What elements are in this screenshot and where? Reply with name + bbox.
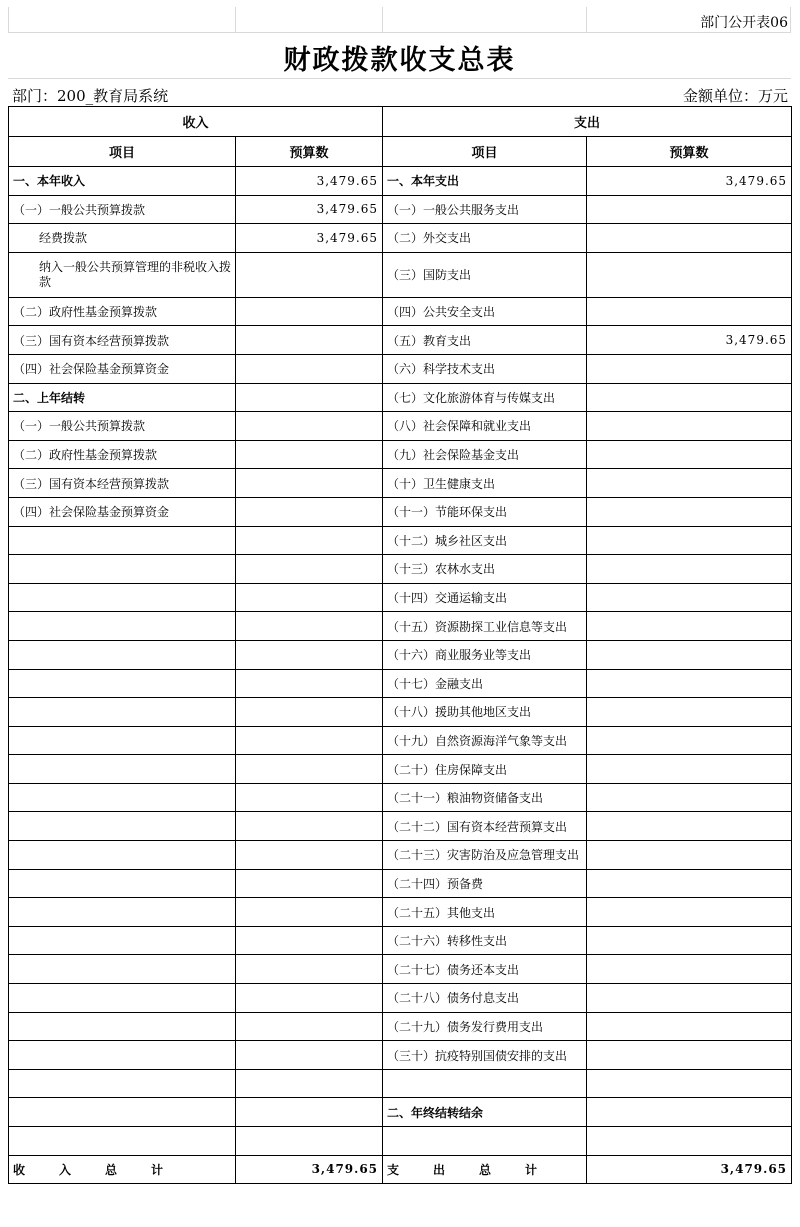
table-row bbox=[9, 354, 792, 383]
income-item-header: 项目 bbox=[9, 137, 236, 167]
expense-item-header: 项目 bbox=[383, 137, 587, 167]
expense-item-cell: （三）国防支出 bbox=[383, 252, 587, 297]
column-header-row bbox=[9, 137, 792, 167]
expense-budget-cell bbox=[587, 755, 792, 784]
expense-budget-cell bbox=[587, 440, 792, 469]
income-item-cell: （一）一般公共预算拨款 bbox=[9, 195, 236, 224]
income-item-cell bbox=[9, 726, 236, 755]
income-total-value: 3,479.65 bbox=[236, 1155, 383, 1184]
expense-item-cell: （二十二）国有资本经营预算支出 bbox=[383, 812, 587, 841]
income-budget-cell bbox=[236, 783, 383, 812]
expense-item-cell: （二十六）转移性支出 bbox=[383, 926, 587, 955]
expense-total-value: 3,479.65 bbox=[587, 1155, 792, 1184]
table-row bbox=[9, 440, 792, 469]
budget-summary-table bbox=[8, 106, 792, 1184]
income-budget-cell bbox=[236, 469, 383, 498]
income-budget-cell bbox=[236, 955, 383, 984]
income-item-cell: 二、上年结转 bbox=[9, 383, 236, 412]
expense-budget-cell bbox=[587, 297, 792, 326]
expense-item-cell: （十七）金融支出 bbox=[383, 669, 587, 698]
expense-item-cell: （三十）抗疫特别国债安排的支出 bbox=[383, 1041, 587, 1070]
expense-item-cell: （二十三）灾害防治及应急管理支出 bbox=[383, 841, 587, 870]
table-row bbox=[9, 841, 792, 870]
expense-item-cell: （四）公共安全支出 bbox=[383, 297, 587, 326]
table-row bbox=[9, 326, 792, 355]
income-item-cell bbox=[9, 698, 236, 727]
income-item-cell bbox=[9, 526, 236, 555]
income-item-cell: 一、本年收入 bbox=[9, 167, 236, 196]
expense-budget-cell bbox=[587, 469, 792, 498]
expense-item-cell: （二十）住房保障支出 bbox=[383, 755, 587, 784]
table-row bbox=[9, 698, 792, 727]
table-row bbox=[9, 469, 792, 498]
income-budget-cell bbox=[236, 526, 383, 555]
table-row bbox=[9, 224, 792, 253]
table-row bbox=[9, 252, 792, 297]
income-budget-cell bbox=[236, 669, 383, 698]
income-budget-cell bbox=[236, 583, 383, 612]
income-item-cell bbox=[9, 612, 236, 641]
expense-item-cell: （十三）农林水支出 bbox=[383, 555, 587, 584]
income-item-cell bbox=[9, 869, 236, 898]
table-row bbox=[9, 1098, 792, 1127]
expense-budget-cell bbox=[587, 252, 792, 297]
expense-budget-cell bbox=[587, 898, 792, 927]
expense-budget-cell bbox=[587, 869, 792, 898]
table-row bbox=[9, 1127, 792, 1156]
expense-item-cell: （七）文化旅游体育与传媒支出 bbox=[383, 383, 587, 412]
expense-item-cell: （二十一）粮油物资储备支出 bbox=[383, 783, 587, 812]
table-row bbox=[9, 783, 792, 812]
income-item-cell bbox=[9, 640, 236, 669]
income-budget-cell: 3,479.65 bbox=[236, 167, 383, 196]
title-divider bbox=[8, 78, 791, 79]
income-budget-cell bbox=[236, 354, 383, 383]
table-row bbox=[9, 640, 792, 669]
table-row bbox=[9, 955, 792, 984]
expense-budget-cell bbox=[587, 1127, 792, 1156]
income-item-cell bbox=[9, 984, 236, 1013]
table-row bbox=[9, 1069, 792, 1098]
table-row bbox=[9, 526, 792, 555]
income-budget-cell bbox=[236, 383, 383, 412]
amount-unit-label: 金额单位：万元 bbox=[682, 87, 788, 105]
expense-item-cell bbox=[383, 1069, 587, 1098]
income-item-cell bbox=[9, 926, 236, 955]
expense-budget-cell bbox=[587, 555, 792, 584]
table-row bbox=[9, 383, 792, 412]
income-item-cell: （四）社会保险基金预算资金 bbox=[9, 354, 236, 383]
table-row bbox=[9, 755, 792, 784]
income-item-cell bbox=[9, 1127, 236, 1156]
income-budget-cell bbox=[236, 1098, 383, 1127]
income-budget-cell bbox=[236, 841, 383, 870]
expense-item-cell: （十四）交通运输支出 bbox=[383, 583, 587, 612]
expense-item-cell: （十）卫生健康支出 bbox=[383, 469, 587, 498]
income-budget-cell bbox=[236, 726, 383, 755]
table-row bbox=[9, 726, 792, 755]
income-budget-header: 预算数 bbox=[236, 137, 383, 167]
income-budget-cell bbox=[236, 412, 383, 441]
income-item-cell bbox=[9, 555, 236, 584]
income-total-label: 收入总计 bbox=[9, 1155, 236, 1184]
expense-budget-cell bbox=[587, 195, 792, 224]
income-item-cell: （一）一般公共预算拨款 bbox=[9, 412, 236, 441]
expense-budget-cell bbox=[587, 812, 792, 841]
table-row bbox=[9, 926, 792, 955]
table-row bbox=[9, 555, 792, 584]
income-budget-cell bbox=[236, 812, 383, 841]
table-code: 部门公开表06 bbox=[700, 15, 788, 31]
table-row bbox=[9, 612, 792, 641]
expense-item-cell: （八）社会保障和就业支出 bbox=[383, 412, 587, 441]
table-row bbox=[9, 812, 792, 841]
income-item-cell bbox=[9, 783, 236, 812]
expense-budget-cell bbox=[587, 984, 792, 1013]
income-budget-cell bbox=[236, 252, 383, 297]
income-budget-cell bbox=[236, 869, 383, 898]
income-item-cell: 经费拨款 bbox=[9, 224, 236, 253]
income-budget-cell bbox=[236, 984, 383, 1013]
expense-budget-cell bbox=[587, 783, 792, 812]
expense-item-cell: （十一）节能环保支出 bbox=[383, 497, 587, 526]
expense-header: 支出 bbox=[383, 107, 792, 137]
expense-budget-cell bbox=[587, 669, 792, 698]
expense-budget-cell bbox=[587, 926, 792, 955]
expense-item-cell: （六）科学技术支出 bbox=[383, 354, 587, 383]
expense-item-cell: （二十九）债务发行费用支出 bbox=[383, 1012, 587, 1041]
expense-budget-cell bbox=[587, 526, 792, 555]
table-row bbox=[9, 669, 792, 698]
table-row bbox=[9, 497, 792, 526]
income-item-cell bbox=[9, 755, 236, 784]
income-budget-cell bbox=[236, 555, 383, 584]
expense-budget-cell bbox=[587, 583, 792, 612]
income-budget-cell bbox=[236, 926, 383, 955]
expense-budget-cell bbox=[587, 955, 792, 984]
income-item-cell: （三）国有资本经营预算拨款 bbox=[9, 326, 236, 355]
expense-budget-cell bbox=[587, 726, 792, 755]
expense-item-cell: （二十八）债务付息支出 bbox=[383, 984, 587, 1013]
income-budget-cell bbox=[236, 640, 383, 669]
department-label: 部门：200_教育局系统 bbox=[12, 87, 169, 105]
expense-item-cell: （五）教育支出 bbox=[383, 326, 587, 355]
table-row bbox=[9, 583, 792, 612]
income-item-cell bbox=[9, 812, 236, 841]
table-row bbox=[9, 1041, 792, 1070]
expense-budget-cell bbox=[587, 640, 792, 669]
expense-budget-cell bbox=[587, 1041, 792, 1070]
expense-budget-cell bbox=[587, 612, 792, 641]
expense-item-cell: （二十四）预备费 bbox=[383, 869, 587, 898]
expense-budget-cell: 3,479.65 bbox=[587, 326, 792, 355]
income-item-cell: （三）国有资本经营预算拨款 bbox=[9, 469, 236, 498]
expense-budget-cell: 3,479.65 bbox=[587, 167, 792, 196]
expense-item-cell: （二）外交支出 bbox=[383, 224, 587, 253]
income-item-cell bbox=[9, 841, 236, 870]
expense-item-cell: （十五）资源勘探工业信息等支出 bbox=[383, 612, 587, 641]
income-budget-cell: 3,479.65 bbox=[236, 195, 383, 224]
section-header-row bbox=[9, 107, 792, 137]
income-item-cell bbox=[9, 898, 236, 927]
table-row bbox=[9, 1012, 792, 1041]
income-item-cell bbox=[9, 583, 236, 612]
expense-budget-cell bbox=[587, 1098, 792, 1127]
expense-budget-cell bbox=[587, 383, 792, 412]
table-row bbox=[9, 412, 792, 441]
table-row bbox=[9, 297, 792, 326]
totals-row bbox=[9, 1155, 792, 1184]
income-budget-cell bbox=[236, 698, 383, 727]
sheet-top-gridlines bbox=[8, 7, 791, 32]
table-row bbox=[9, 984, 792, 1013]
income-budget-cell bbox=[236, 898, 383, 927]
expense-item-cell: 一、本年支出 bbox=[383, 167, 587, 196]
income-budget-cell: 3,479.65 bbox=[236, 224, 383, 253]
income-budget-cell bbox=[236, 440, 383, 469]
expense-item-cell: （十二）城乡社区支出 bbox=[383, 526, 587, 555]
income-item-cell: （二）政府性基金预算拨款 bbox=[9, 297, 236, 326]
expense-total-label: 支出总计 bbox=[383, 1155, 587, 1184]
expense-item-cell: （九）社会保险基金支出 bbox=[383, 440, 587, 469]
table-row bbox=[9, 898, 792, 927]
income-budget-cell bbox=[236, 612, 383, 641]
income-item-cell bbox=[9, 955, 236, 984]
expense-item-cell: （十八）援助其他地区支出 bbox=[383, 698, 587, 727]
expense-item-cell: （二十七）债务还本支出 bbox=[383, 955, 587, 984]
income-budget-cell bbox=[236, 326, 383, 355]
income-header: 收入 bbox=[9, 107, 383, 137]
expense-budget-cell bbox=[587, 497, 792, 526]
income-item-cell bbox=[9, 669, 236, 698]
income-item-cell: 纳入一般公共预算管理的非税收入拨款 bbox=[9, 252, 236, 297]
expense-budget-cell bbox=[587, 412, 792, 441]
income-item-cell: （二）政府性基金预算拨款 bbox=[9, 440, 236, 469]
income-item-cell bbox=[9, 1012, 236, 1041]
table-row bbox=[9, 195, 792, 224]
expense-budget-cell bbox=[587, 354, 792, 383]
expense-item-cell: （十六）商业服务业等支出 bbox=[383, 640, 587, 669]
income-budget-cell bbox=[236, 1069, 383, 1098]
expense-budget-cell bbox=[587, 224, 792, 253]
income-item-cell: （四）社会保险基金预算资金 bbox=[9, 497, 236, 526]
table-row bbox=[9, 869, 792, 898]
expense-budget-cell bbox=[587, 1012, 792, 1041]
table-row bbox=[9, 167, 792, 196]
page-title: 财政拨款收支总表 bbox=[283, 45, 516, 76]
expense-item-cell bbox=[383, 1127, 587, 1156]
expense-budget-header: 预算数 bbox=[587, 137, 792, 167]
expense-item-cell: （一）一般公共服务支出 bbox=[383, 195, 587, 224]
expense-budget-cell bbox=[587, 698, 792, 727]
income-budget-cell bbox=[236, 1041, 383, 1070]
income-item-cell bbox=[9, 1069, 236, 1098]
income-budget-cell bbox=[236, 497, 383, 526]
income-budget-cell bbox=[236, 755, 383, 784]
expense-budget-cell bbox=[587, 1069, 792, 1098]
expense-item-cell: （十九）自然资源海洋气象等支出 bbox=[383, 726, 587, 755]
income-budget-cell bbox=[236, 1012, 383, 1041]
expense-item-cell: 二、年终结转结余 bbox=[383, 1098, 587, 1127]
income-item-cell bbox=[9, 1041, 236, 1070]
income-item-cell bbox=[9, 1098, 236, 1127]
expense-item-cell: （二十五）其他支出 bbox=[383, 898, 587, 927]
expense-budget-cell bbox=[587, 841, 792, 870]
income-budget-cell bbox=[236, 297, 383, 326]
income-budget-cell bbox=[236, 1127, 383, 1156]
